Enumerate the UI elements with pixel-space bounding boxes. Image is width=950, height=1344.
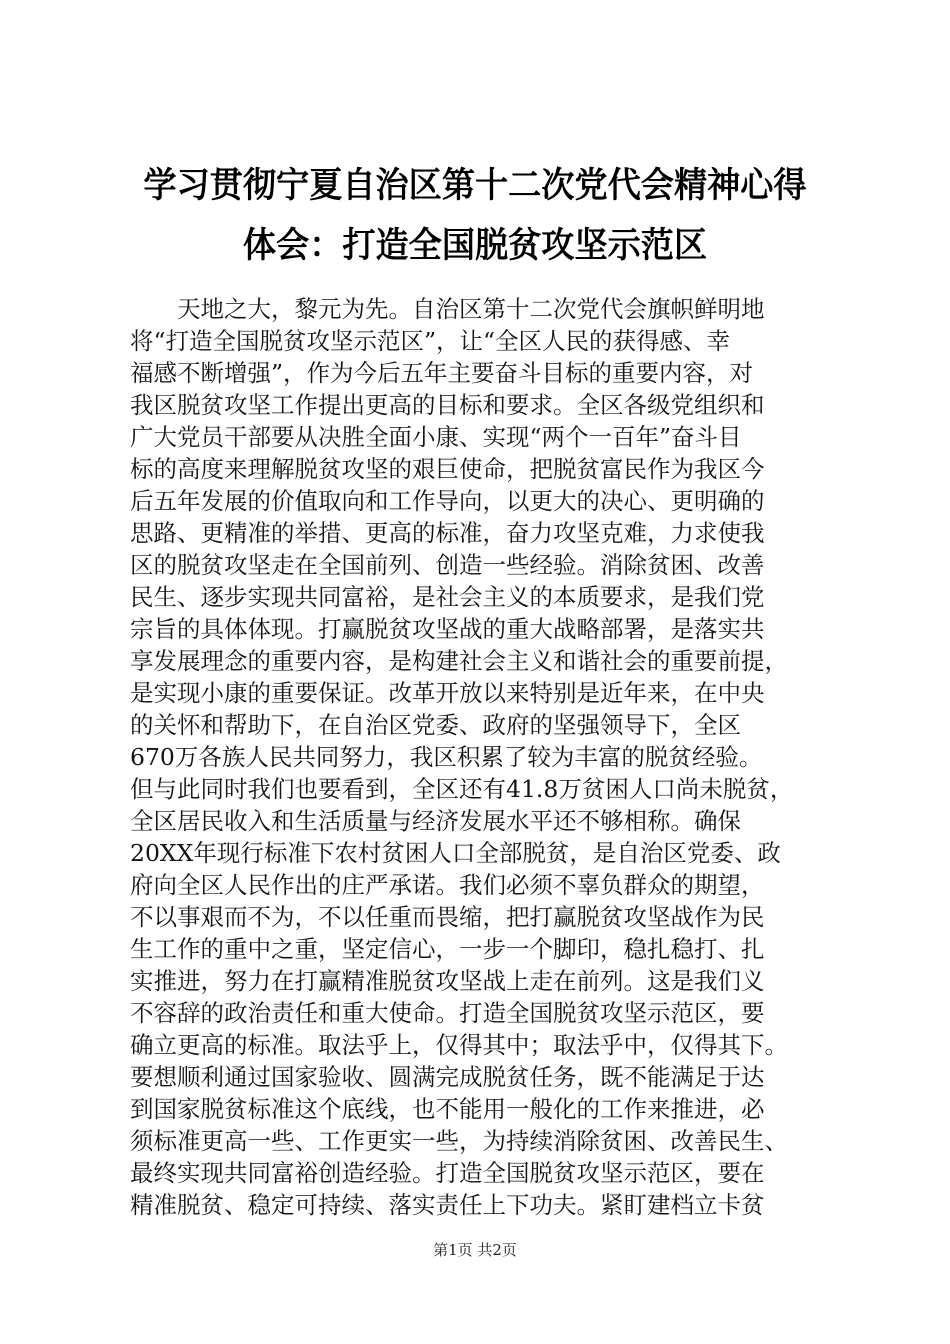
body-line: 天地之大，黎元为先。自治区第十二次党代会旗帜鲜明地 [130,295,765,323]
body-line: 实推进，努力在打赢精准脱贫攻坚战上走在前列。这是我们义 [130,967,765,995]
document-title-line-1: 学习贯彻宁夏自治区第十二次党代会精神心得 [143,166,807,206]
body-line: 20XX年现行标准下农村贫困人口全部脱贫，是自治区党委、政 [130,839,781,867]
body-line: 将“打造全国脱贫攻坚示范区”，让“全区人民的获得感、幸 [130,327,731,355]
body-line: 的关怀和帮助下，在自治区党委、政府的坚强领导下，全区 [130,711,741,739]
body-line: 区的脱贫攻坚走在全国前列、创造一些经验。消除贫困、改善 [130,551,765,579]
page-number-footer: 第1页 共2页 [433,1241,517,1259]
body-line: 后五年发展的价值取向和工作导向，以更大的决心、更明确的 [130,487,765,515]
document-title-line-2: 体会：打造全国脱贫攻坚示范区 [242,226,708,266]
body-line: 宗旨的具体体现。打赢脱贫攻坚战的重大战略部署，是落实共 [130,615,765,643]
body-line: 但与此同时我们也要看到，全区还有41.8万贫困人口尚未脱贫， [130,775,794,803]
body-line: 不以事艰而不为，不以任重而畏缩，把打赢脱贫攻坚战作为民 [130,903,765,931]
body-line: 精准脱贫、稳定可持续、落实责任上下功夫。紧盯建档立卡贫 [130,1191,765,1219]
body-line: 须标准更高一些、工作更实一些，为持续消除贫困、改善民生、 [130,1127,788,1155]
body-line: 民生、逐步实现共同富裕，是社会主义的本质要求，是我们党 [130,583,765,611]
body-line: 最终实现共同富裕创造经验。打造全国脱贫攻坚示范区，要在 [130,1159,765,1187]
body-line: 不容辞的政治责任和重大使命。打造全国脱贫攻坚示范区，要 [130,999,765,1027]
body-line: 福感不断增强”，作为今后五年主要奋斗目标的重要内容，对 [130,359,754,387]
body-line: 享发展理念的重要内容，是构建社会主义和谐社会的重要前提， [130,647,788,675]
body-line: 670万各族人民共同努力，我区积累了较为丰富的脱贫经验。 [130,743,763,771]
body-line: 广大党员干部要从决胜全面小康、实现“两个一百年”奋斗目 [130,423,742,451]
body-line: 生工作的重中之重，坚定信心，一步一个脚印，稳扎稳打、扎 [130,935,765,963]
body-line: 确立更高的标准。取法乎上，仅得其中；取法乎中，仅得其下。 [130,1031,788,1059]
body-line: 是实现小康的重要保证。改革开放以来特别是近年来，在中央 [130,679,765,707]
body-line: 到国家脱贫标准这个底线，也不能用一般化的工作来推进，必 [130,1095,765,1123]
body-line: 我区脱贫攻坚工作提出更高的目标和要求。全区各级党组织和 [130,391,765,419]
body-line: 标的高度来理解脱贫攻坚的艰巨使命，把脱贫富民作为我区今 [130,455,765,483]
body-line: 要想顺利通过国家验收、圆满完成脱贫任务，既不能满足于达 [130,1063,765,1091]
body-line: 全区居民收入和生活质量与经济发展水平还不够相称。确保 [130,807,741,835]
body-line: 府向全区人民作出的庄严承诺。我们必须不辜负群众的期望， [130,871,765,899]
body-line: 思路、更精准的举措、更高的标准，奋力攻坚克难，力求使我 [130,519,765,547]
